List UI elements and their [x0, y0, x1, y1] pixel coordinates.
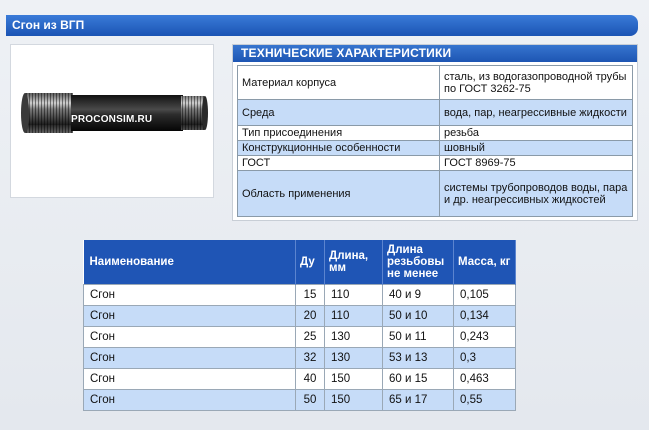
spec-row [238, 100, 633, 126]
cell-name: Сгон [84, 389, 296, 410]
cell-length: 110 [325, 284, 383, 305]
cell-length: 150 [325, 368, 383, 389]
spec-key: Область применения [238, 171, 440, 217]
product-photo [10, 44, 214, 198]
cell-thread: 50 и 11 [383, 326, 454, 347]
table-row [84, 284, 516, 305]
cell-length: 130 [325, 347, 383, 368]
cell-mass: 0,55 [454, 389, 516, 410]
cell-mass: 0,463 [454, 368, 516, 389]
table-header-row [84, 240, 516, 284]
col-header-length: Длина, мм [325, 240, 383, 284]
cell-thread: 50 и 10 [383, 305, 454, 326]
col-header-name: Наименование [84, 240, 296, 284]
cell-length: 110 [325, 305, 383, 326]
spec-row [238, 156, 633, 171]
spec-key: Конструкционные особенности [238, 141, 440, 156]
cell-name: Сгон [84, 284, 296, 305]
spec-key: ГОСТ [238, 156, 440, 171]
cell-length: 130 [325, 326, 383, 347]
specs-panel [232, 44, 638, 221]
cell-du: 40 [296, 368, 325, 389]
cell-length: 150 [325, 389, 383, 410]
cell-mass: 0,3 [454, 347, 516, 368]
watermark: PROCONSIM.RU [71, 114, 153, 125]
table-row [84, 305, 516, 326]
spec-key: Материал корпуса [238, 66, 440, 100]
spec-value: сталь, из водогазопроводной трубы по ГОСТ 3262-75 [440, 66, 633, 100]
specs-heading: ТЕХНИЧЕСКИЕ ХАРАКТЕРИСТИКИ [233, 45, 637, 62]
cell-thread: 40 и 9 [383, 284, 454, 305]
cell-name: Сгон [84, 368, 296, 389]
table-row [84, 347, 516, 368]
col-header-thread-length: Длина резьбовы не менее [383, 240, 454, 284]
cell-name: Сгон [84, 347, 296, 368]
spec-row [238, 141, 633, 156]
spec-value: системы трубопроводов воды, пара и др. неагрессивных жидкостей [440, 171, 633, 217]
table-row [84, 368, 516, 389]
table-row [84, 389, 516, 410]
spec-value: вода, пар, неагрессивные жидкости [440, 100, 633, 126]
cell-du: 25 [296, 326, 325, 347]
spec-row [238, 126, 633, 141]
cell-du: 32 [296, 347, 325, 368]
spec-value: шовный [440, 141, 633, 156]
col-header-mass: Масса, кг [454, 240, 516, 284]
cell-du: 15 [296, 284, 325, 305]
cell-mass: 0,134 [454, 305, 516, 326]
specs-table [237, 65, 633, 217]
cell-thread: 53 и 13 [383, 347, 454, 368]
spec-key: Тип присоединения [238, 126, 440, 141]
col-header-du: Ду [296, 240, 325, 284]
spec-row [238, 171, 633, 217]
cell-du: 50 [296, 389, 325, 410]
spec-value: ГОСТ 8969-75 [440, 156, 633, 171]
cell-name: Сгон [84, 305, 296, 326]
spec-value: резьба [440, 126, 633, 141]
dimensions-table [83, 240, 516, 411]
spec-row [238, 66, 633, 100]
cell-mass: 0,243 [454, 326, 516, 347]
cell-du: 20 [296, 305, 325, 326]
table-row [84, 326, 516, 347]
cell-mass: 0,105 [454, 284, 516, 305]
cell-thread: 65 и 17 [383, 389, 454, 410]
cell-thread: 60 и 15 [383, 368, 454, 389]
cell-name: Сгон [84, 326, 296, 347]
spec-key: Среда [238, 100, 440, 126]
page-title: Сгон из ВГП [6, 15, 638, 36]
